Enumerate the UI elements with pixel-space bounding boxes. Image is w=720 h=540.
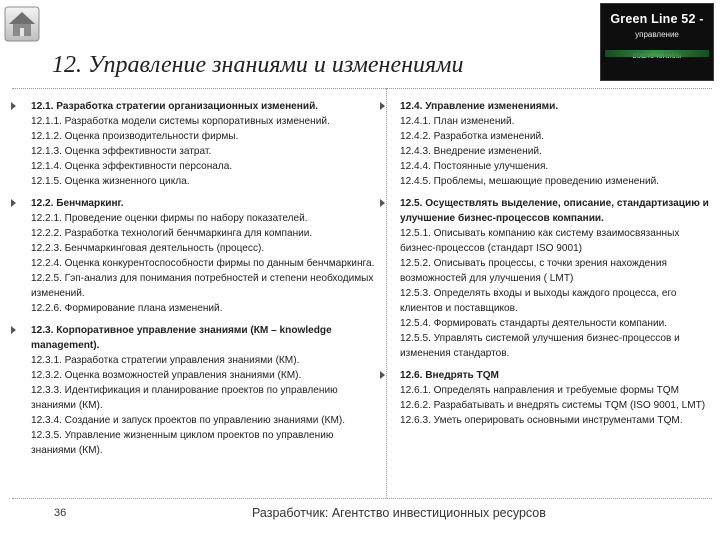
- list-item: 12.1.5. Оценка жизненного цикла.: [31, 176, 190, 187]
- section-heading: 12.1. Разработка стратегии организационных изменений.: [31, 101, 319, 112]
- section-heading: 12.2. Бенчмаркинг.: [31, 198, 124, 209]
- list-item: 12.3.2. Оценка возможностей управления знаниями (КМ).: [31, 370, 302, 381]
- list-item: 12.2.6. Формирование плана изменений.: [31, 303, 223, 314]
- section-12-5: [400, 196, 712, 361]
- list-item: 12.4.3. Внедрение изменений.: [400, 146, 542, 157]
- home-button[interactable]: [4, 6, 40, 42]
- list-item: 12.5.1. Описывать компанию как систему взаимосвязанных бизнес-процессов (стандарт ISO 9001): [400, 228, 680, 254]
- list-item: 12.6.1. Определять направления и требуемые формы TQM: [400, 385, 680, 396]
- brand-line-2: управление: [635, 30, 679, 39]
- list-item: 12.1.1. Разработка модели системы корпоративных изменений.: [31, 116, 330, 127]
- bullet-arrow-icon: [11, 326, 16, 334]
- left-column: [31, 99, 381, 458]
- list-item: 12.3.5. Управление жизненным циклом проектов по управлению знаниями (КМ).: [31, 430, 334, 456]
- title-divider: [12, 88, 712, 89]
- section-12-1: [31, 99, 381, 189]
- right-column: [400, 99, 712, 428]
- page-title: 12. Управление знаниями и изменениями: [52, 52, 464, 78]
- list-item: 12.3.3. Идентификация и планирование проектов по управлению знаниями (КМ).: [31, 385, 338, 411]
- section-12-2: [31, 196, 381, 316]
- bullet-arrow-icon: [11, 102, 16, 110]
- list-item: 12.1.4. Оценка эффективности персонала.: [31, 161, 233, 172]
- list-item: 12.3.1. Разработка стратегии управления знаниями (КМ).: [31, 355, 300, 366]
- list-item: 12.2.3. Бенчмаркинговая деятельность (процесс).: [31, 243, 265, 254]
- brand-line-1: Green Line 52 -: [610, 12, 704, 26]
- list-item: 12.2.2. Разработка технологий бенчмаркинга для компании.: [31, 228, 313, 239]
- section-heading: 12.6. Внедрять TQM: [400, 370, 499, 381]
- list-item: 12.5.5. Управлять системой улучшения бизнес-процессов и изменения стандартов.: [400, 333, 680, 359]
- list-item: 12.5.4. Формировать стандарты деятельности компании.: [400, 318, 668, 329]
- brand-logo: [600, 3, 714, 81]
- list-item: 12.1.2. Оценка производительности фирмы.: [31, 131, 239, 142]
- list-item: 12.4.4. Постоянные улучшения.: [400, 161, 549, 172]
- footer-divider: [12, 498, 712, 499]
- section-12-4: [400, 99, 712, 189]
- bullet-arrow-icon: [380, 199, 385, 207]
- bullet-arrow-icon: [380, 102, 385, 110]
- list-item: 12.6.2. Разрабатывать и внедрять системы TQM (ISO 9001, LMT): [400, 400, 706, 411]
- list-item: 12.2.1. Проведение оценки фирмы по набору показателей.: [31, 213, 308, 224]
- list-item: 12.2.4. Оценка конкурентоспособности фирмы по данным бенчмаркинга.: [31, 258, 375, 269]
- list-item: 12.5.3. Определять входы и выходы каждого процесса, его клиентов и поставщиков.: [400, 288, 677, 314]
- home-icon: [4, 6, 40, 42]
- page-number: 36: [54, 507, 67, 519]
- section-heading: 12.3. Корпоративное управление знаниями (КМ – knowledge management).: [31, 325, 332, 351]
- section-12-6: [400, 368, 712, 428]
- list-item: 12.4.5. Проблемы, мешающие проведению изменений.: [400, 176, 660, 187]
- column-divider: [386, 88, 387, 498]
- bullet-arrow-icon: [11, 199, 16, 207]
- section-heading: 12.5. Осуществлять выделение, описание, стандартизацию и улучшение бизнес-процессов компании.: [400, 198, 709, 224]
- footer-developer: Разработчик: Агентство инвестиционных ресурсов: [252, 506, 546, 520]
- list-item: 12.5.2. Описывать процессы, с точки зрения нахождения возможностей для улучшения ( LMT): [400, 258, 667, 284]
- list-item: 12.4.2. Разработка изменений.: [400, 131, 544, 142]
- bullet-arrow-icon: [380, 371, 385, 379]
- brand-accent-bar: [605, 50, 709, 57]
- list-item: 12.3.4. Создание и запуск проектов по управлению знаниями (КМ).: [31, 415, 346, 426]
- section-12-3: [31, 323, 381, 458]
- list-item: 12.6.3. Уметь оперировать основными инструментами TQM.: [400, 415, 683, 426]
- list-item: 12.1.3. Оценка эффективности затрат.: [31, 146, 212, 157]
- list-item: 12.4.1. План изменений.: [400, 116, 515, 127]
- list-item: 12.2.5. Гэп-анализ для понимания потребностей и степени необходимых изменений.: [31, 273, 374, 299]
- section-heading: 12.4. Управление изменениями.: [400, 101, 559, 112]
